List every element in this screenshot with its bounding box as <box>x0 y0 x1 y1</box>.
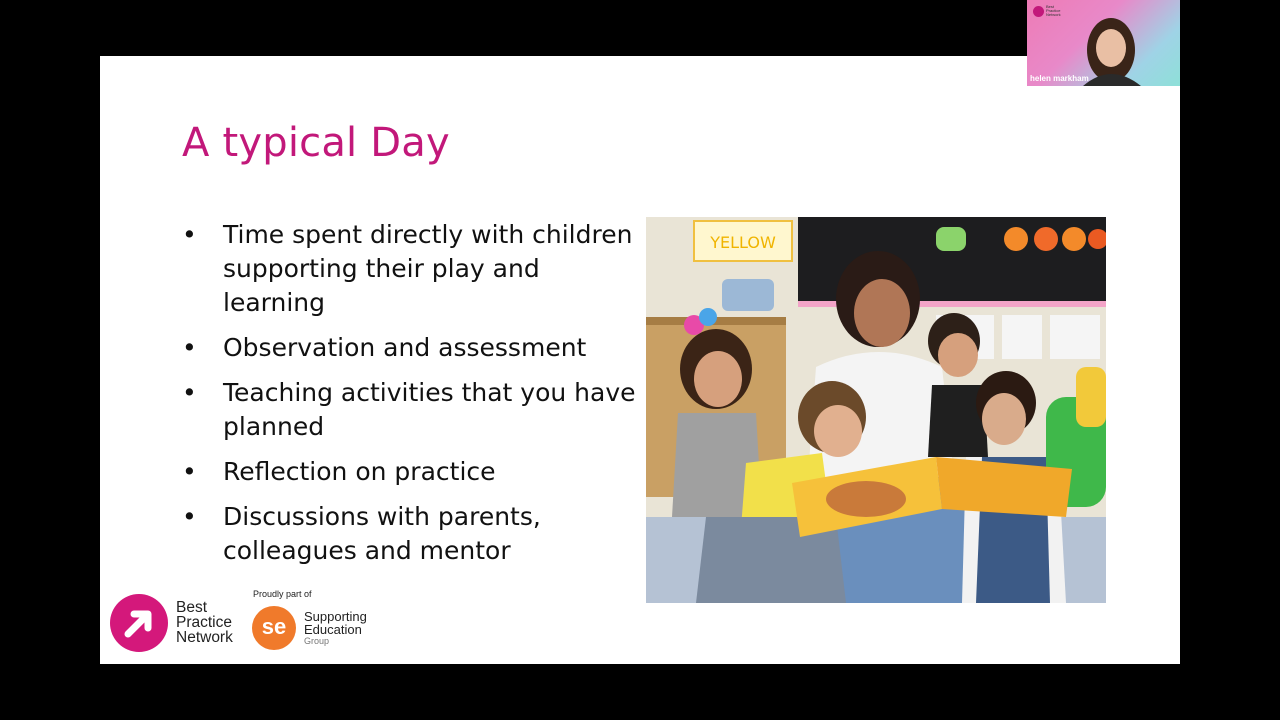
bullet-item <box>182 455 642 489</box>
best-practice-network-logo <box>110 592 250 654</box>
presentation-slide <box>100 56 1180 664</box>
arrow-up-right-icon <box>110 594 168 652</box>
bpn-mini-text: Best Practice Network <box>1046 4 1061 17</box>
bullet-dot-icon: • <box>182 333 197 362</box>
classroom-reading-photo <box>646 217 1106 603</box>
bullet-item <box>182 376 642 444</box>
bullet-text: Observation and assessment <box>223 333 587 362</box>
se-monogram-icon: se <box>252 606 296 650</box>
slide-title: A typical Day <box>182 120 450 166</box>
bullet-dot-icon: • <box>182 502 197 531</box>
bullet-dot-icon: • <box>182 457 197 486</box>
bullet-list <box>182 218 642 579</box>
supporting-education-logo <box>252 604 392 652</box>
proudly-part-of-label: Proudly part of <box>253 589 312 599</box>
bullet-item <box>182 500 642 568</box>
sign-text: YELLOW <box>710 233 776 252</box>
bullet-dot-icon: • <box>182 220 197 249</box>
bpn-name: Best Practice Network <box>176 599 233 646</box>
bullet-item <box>182 331 642 365</box>
bullet-dot-icon: • <box>182 378 197 407</box>
participant-name: helen markham <box>1030 74 1089 83</box>
bullet-text: Reflection on practice <box>223 457 496 486</box>
se-name-text: Supporting Education <box>304 609 367 637</box>
bullet-text: Discussions with parents, colleagues and mentor <box>223 502 541 565</box>
se-group-text: Group <box>304 636 330 646</box>
bullet-item <box>182 218 642 320</box>
se-name <box>304 610 384 646</box>
bullet-text: Time spent directly with children supporting their play and learning <box>223 220 633 317</box>
bullet-text: Teaching activities that you have planned <box>223 378 636 441</box>
participant-video-tile[interactable] <box>1027 0 1180 86</box>
